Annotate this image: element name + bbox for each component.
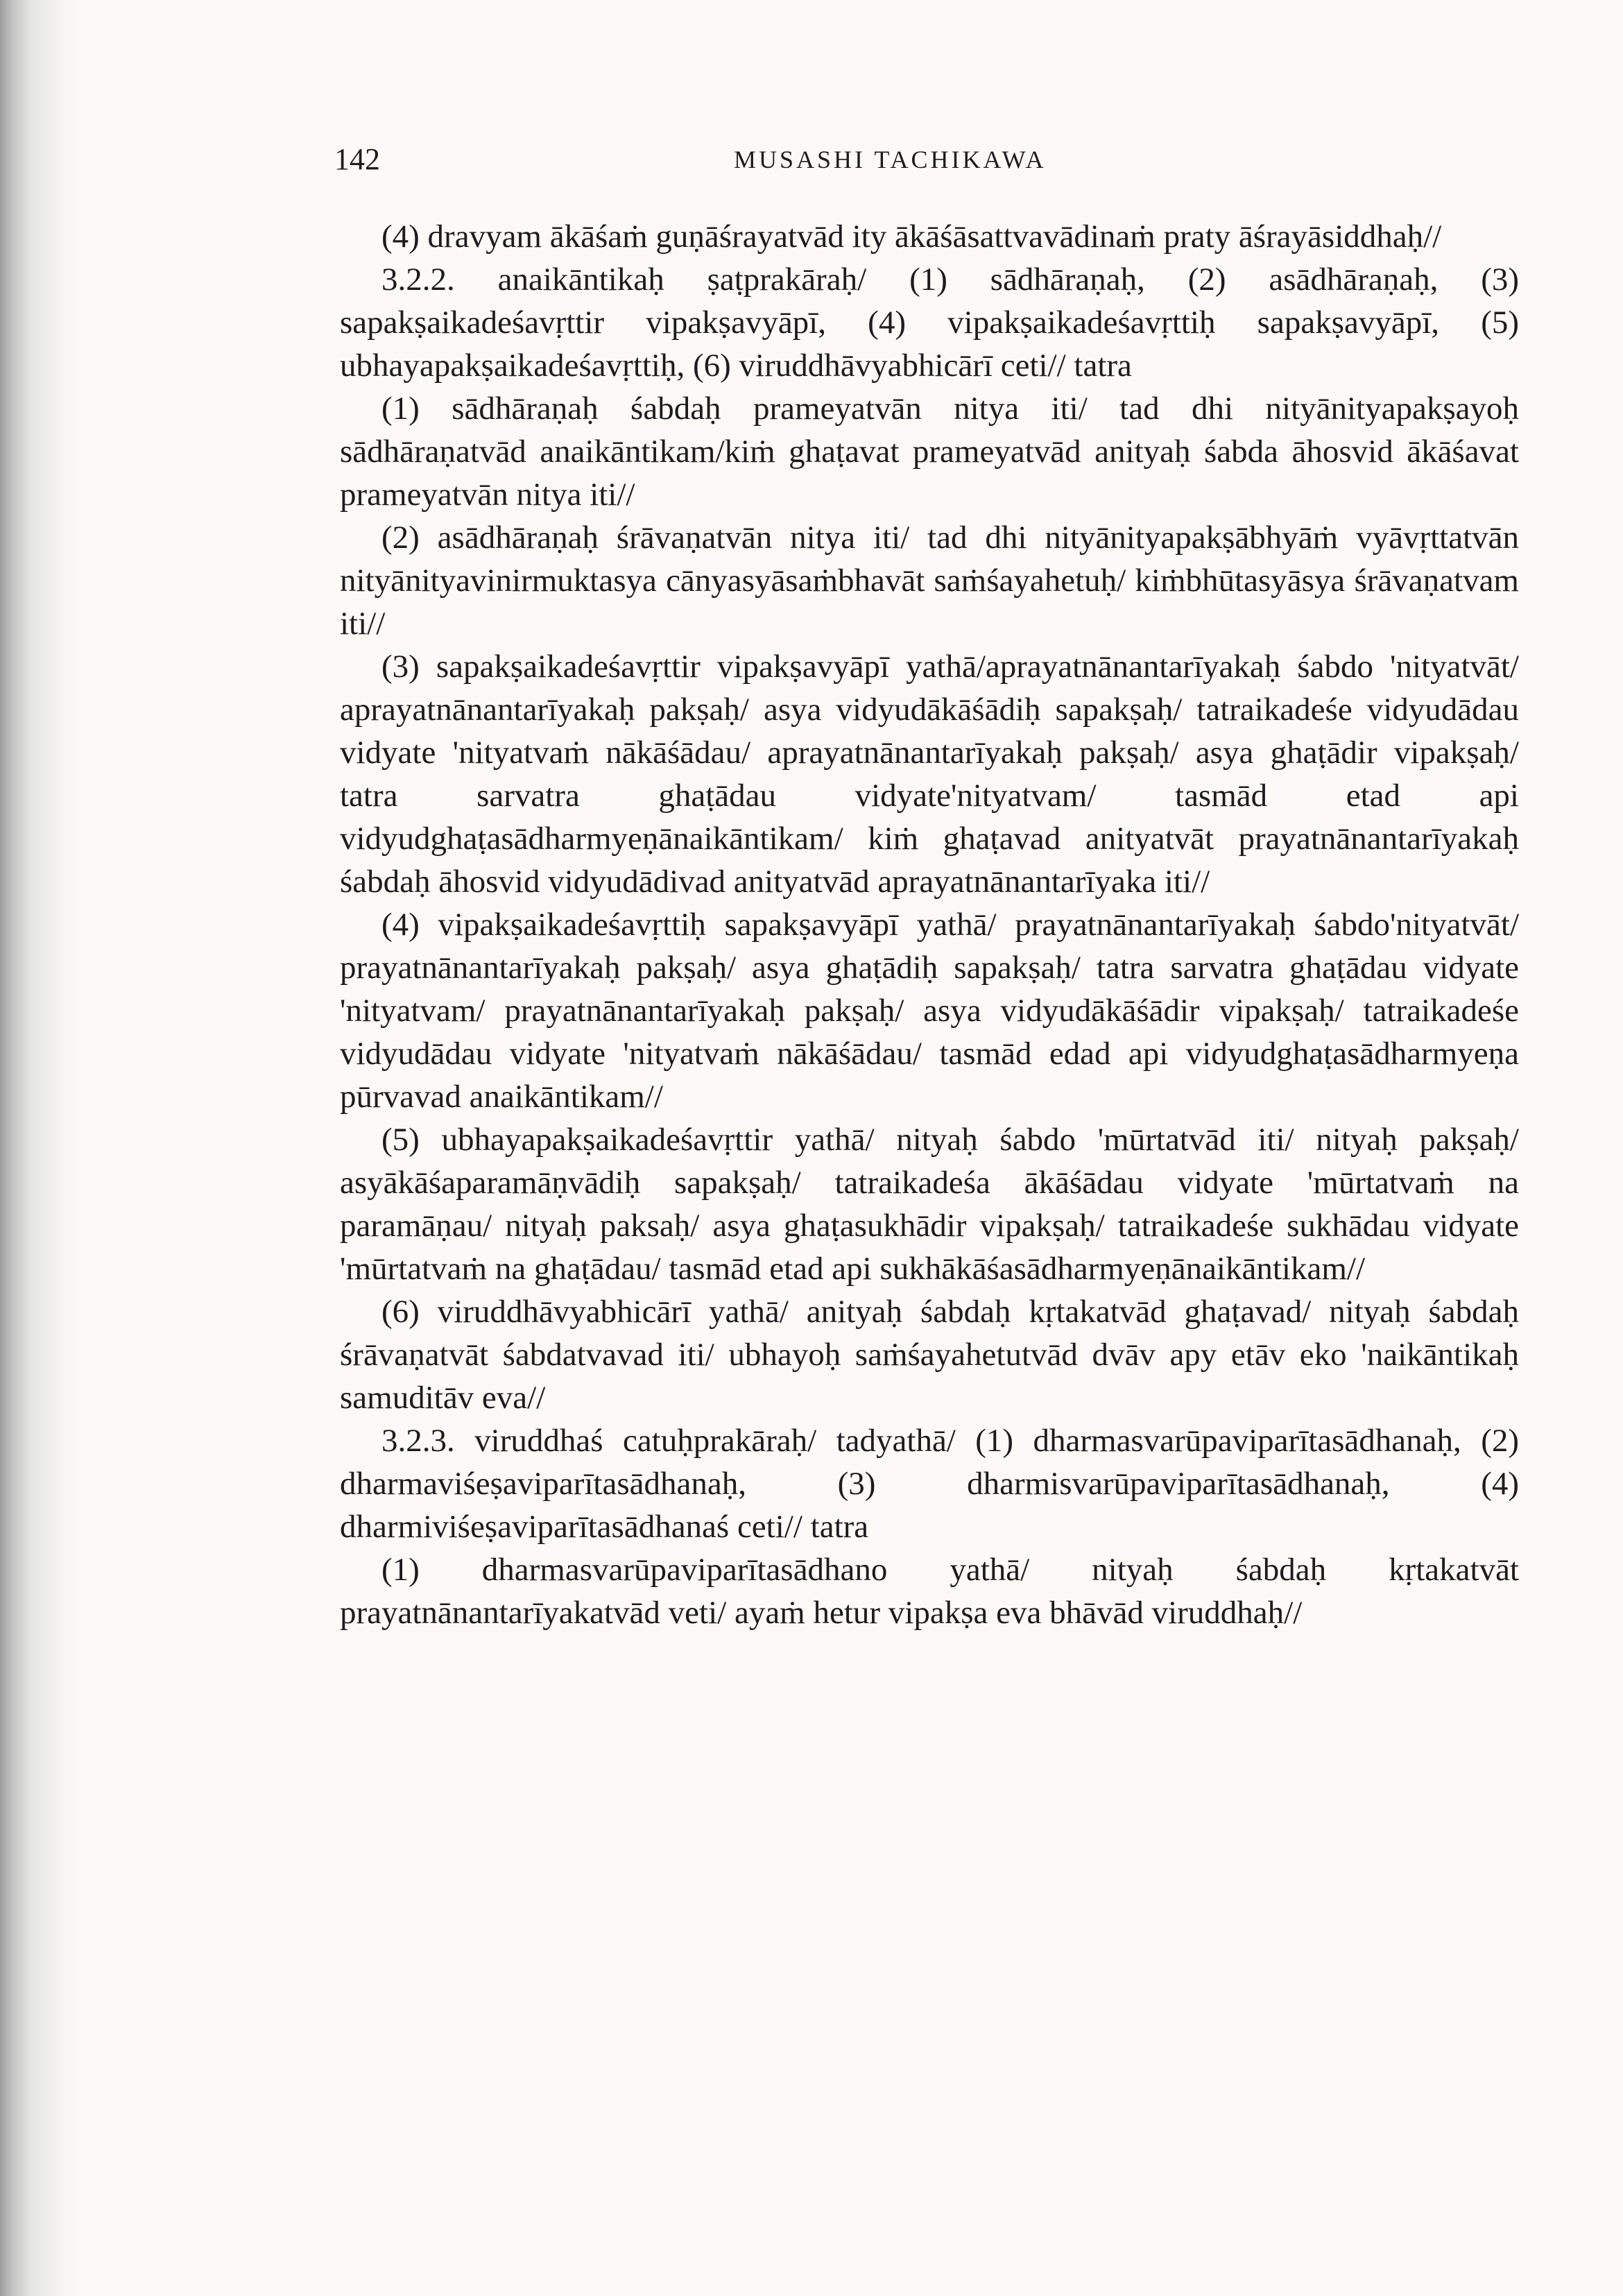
paragraph-4-vipaksaikadesavrttih: (4) vipakṣaikadeśavṛttiḥ sapakṣavyāpī yathā/ prayatnānantarīyakaḥ śabdo'nityatvāt/ prayatnānantarīyakaḥ pakṣaḥ/ asya ghaṭādiḥ sapakṣaḥ/ tatra sarvatra ghaṭādau vidyate 'nityatvam/ prayatnānantarīyakaḥ pakṣaḥ/ asya vidyudākāśādir vipakṣaḥ/ tatraikadeśe vidyudādau vidyate 'nityatvaṁ nākāśādau/ tasmād edad api vidyudghaṭasādharmyeṇa pūrvavad anaikāntikam// — [340, 907, 1519, 1115]
body-text — [340, 215, 1519, 1634]
page-number: 142 — [334, 142, 380, 176]
paragraph-1-dharmasvarupa: (1) dharmasvarūpaviparītasādhano yathā/ nityaḥ śabdaḥ kṛtakatvāt prayatnānantarīyakatvād veti/ ayaṁ hetur vipakṣa eva bhāvād viruddhaḥ// — [340, 1552, 1519, 1631]
page-binding-edge — [0, 0, 83, 2296]
paragraph-3-2-3-viruddhas: 3.2.3. viruddhaś catuḥprakāraḥ/ tadyathā/ (1) dharmasvarūpaviparītasādhanaḥ, (2) dharmaviśeṣaviparītasādhanaḥ, (3) dharmisvarūpaviparītasādhanaḥ, (4) dharmiviśeṣaviparītasādhanaś ceti// tatra — [340, 1423, 1519, 1545]
paragraph-1-sadharanah: (1) sādhāraṇaḥ śabdaḥ prameyatvān nitya iti/ tad dhi nityānityapakṣayoḥ sādhāraṇatvād anaikāntikam/kiṁ ghaṭavat prameyatvād anityaḥ śabda āhosvid ākāśavat prameyatvān nitya iti// — [340, 391, 1519, 513]
paragraph-6-viruddhavyabhicari: (6) viruddhāvyabhicārī yathā/ anityaḥ śabdaḥ kṛtakatvād ghaṭavad/ nityaḥ śabdaḥ śrāvaṇatvāt śabdatvavad iti/ ubhayoḥ saṁśayahetutvād dvāv apy etāv eko 'naikāntikaḥ samuditāv eva// — [340, 1294, 1519, 1416]
paragraph-2-asadharanah: (2) asādhāraṇaḥ śrāvaṇatvān nitya iti/ tad dhi nityānityapakṣābhyāṁ vyāvṛttatvān nityānityavinirmuktasya cānyasyāsaṁbhavāt saṁśayahetuḥ/ kiṁbhūtasyāsya śrāvaṇatvam iti// — [340, 520, 1519, 642]
paragraph-3-2-2-anaikantikah: 3.2.2. anaikāntikaḥ ṣaṭprakāraḥ/ (1) sādhāraṇaḥ, (2) asādhāraṇaḥ, (3) sapakṣaikadeśavṛttir vipakṣavyāpī, (4) vipakṣaikadeśavṛttiḥ sapakṣavyāpī, (5) ubhayapakṣaikadeśavṛttiḥ, (6) viruddhāvyabhicārī ceti// tatra — [340, 262, 1519, 384]
running-head — [334, 139, 1513, 180]
paragraph-3-sapaksaikadesavrttir: (3) sapakṣaikadeśavṛttir vipakṣavyāpī yathā/aprayatnānantarīyakaḥ śabdo 'nityatvāt/ aprayatnānantarīyakaḥ pakṣaḥ/ asya vidyudākāśādiḥ sapakṣaḥ/ tatraikadeśe vidyudādau vidyate 'nityatvaṁ nākāśādau/ aprayatnānantarīyakaḥ pakṣaḥ/ asya ghaṭādir vipakṣaḥ/ tatra sarvatra ghaṭādau vidyate'nityatvam/ tasmād etad api vidyudghaṭasādharmyeṇānaikāntikam/ kiṁ ghaṭavad anityatvāt prayatnānantarīyakaḥ śabdaḥ āhosvid vidyudādivad anityatvād aprayatnānantarīyaka iti// — [340, 649, 1519, 900]
running-title: MUSASHI TACHIKAWA — [734, 146, 1047, 173]
paragraph-4-dravyam: (4) dravyam ākāśaṁ guṇāśrayatvād ity ākāśāsattvavādinaṁ praty āśrayāsiddhaḥ// — [381, 219, 1442, 255]
paragraph-5-ubhayapaksa: (5) ubhayapakṣaikadeśavṛttir yathā/ nityaḥ śabdo 'mūrtatvād iti/ nityaḥ pakṣaḥ/ asyākāśaparamāṇvādiḥ sapakṣaḥ/ tatraikadeśa ākāśādau vidyate 'mūrtatvaṁ na paramāṇau/ nityaḥ paksaḥ/ asya ghaṭasukhādir vipakṣaḥ/ tatraikadeśe sukhādau vidyate 'mūrtatvaṁ na ghaṭādau/ tasmād etad api sukhākāśasādharmyeṇānaikāntikam// — [340, 1122, 1519, 1287]
